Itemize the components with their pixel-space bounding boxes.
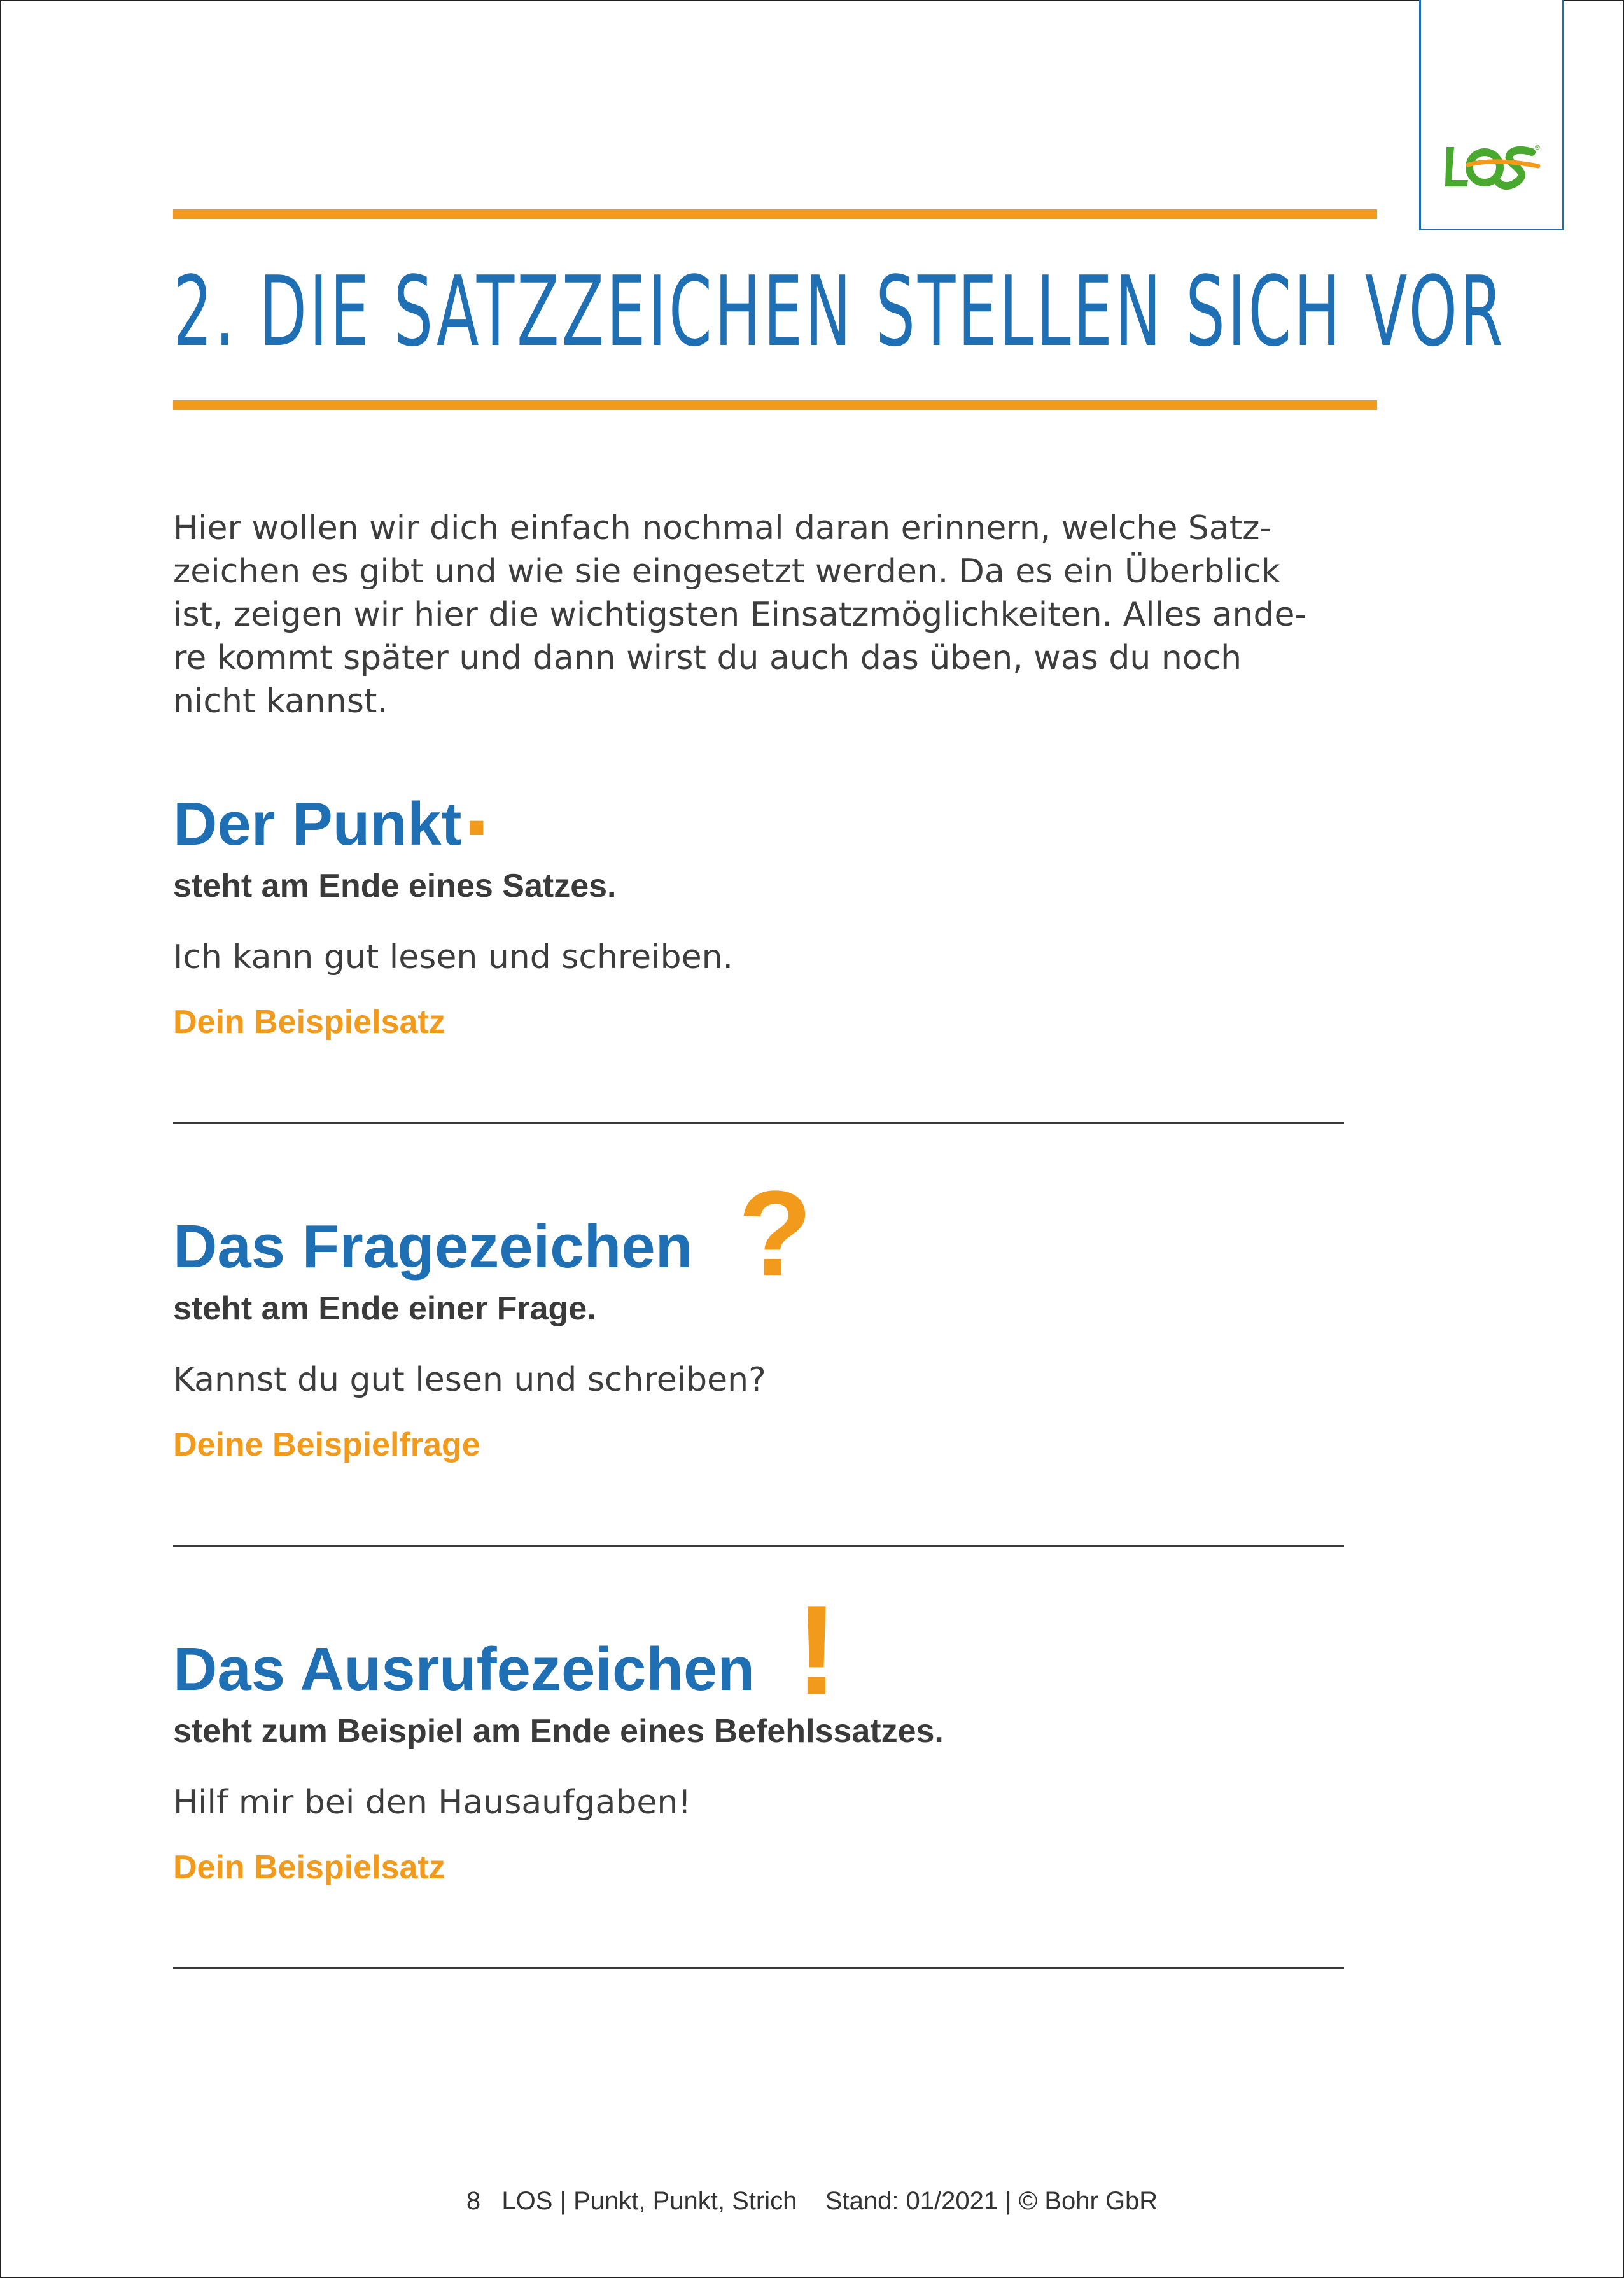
intro-line: nicht kannst. [173, 682, 388, 721]
answer-line-ausrufezeichen[interactable] [173, 1967, 1344, 1969]
los-logo [1443, 141, 1544, 194]
logo-tab [1419, 0, 1564, 230]
section-description: steht am Ende eines Satzes. [173, 868, 617, 904]
title-rule-top [173, 209, 1377, 219]
answer-line-fragezeichen[interactable] [173, 1545, 1344, 1547]
intro-paragraph [173, 507, 1382, 723]
section-description: steht am Ende einer Frage. [173, 1290, 596, 1327]
section-heading-punkt: Der Punkt [173, 790, 462, 858]
title-rule-bottom [173, 400, 1377, 410]
question-mark-icon: ? [738, 1166, 813, 1301]
page-number: 8 [466, 2187, 481, 2215]
page-footer [0, 2187, 1624, 2216]
period-mark-icon: . [463, 749, 490, 855]
example-prompt: Dein Beispielsatz [173, 1004, 445, 1041]
intro-line: zeichen es gibt und wie sie eingesetzt werden. Da es ein Überblick [173, 552, 1280, 591]
page-title: 2. DIE SATZZEICHEN STELLEN SICH VOR [173, 255, 1506, 368]
example-prompt: Dein Beispielsatz [173, 1849, 445, 1886]
footer-text: LOS | Punkt, Punkt, Strich Stand: 01/2021 | © Bohr GbR [501, 2187, 1158, 2215]
example-sentence: Ich kann gut lesen und schreiben. [173, 938, 734, 976]
intro-line: ist, zeigen wir hier die wichtigsten Einsatzmöglichkeiten. Alles ande- [173, 596, 1307, 634]
section-heading-ausrufezeichen: Das Ausrufezeichen [173, 1635, 755, 1703]
exclamation-mark-icon: ! [795, 1579, 838, 1721]
example-sentence: Hilf mir bei den Hausaufgaben! [173, 1783, 692, 1822]
example-sentence: Kannst du gut lesen und schreiben? [173, 1361, 766, 1399]
section-description: steht zum Beispiel am Ende eines Befehlssatzes. [173, 1713, 944, 1750]
intro-line: Hier wollen wir dich einfach nochmal daran erinnern, welche Satz- [173, 509, 1272, 547]
svg-text:®: ® [1534, 144, 1541, 151]
section-heading-fragezeichen: Das Fragezeichen [173, 1213, 693, 1281]
example-prompt: Deine Beispielfrage [173, 1426, 480, 1463]
intro-line: re kommt später und dann wirst du auch das üben, was du noch [173, 639, 1242, 677]
answer-line-punkt[interactable] [173, 1122, 1344, 1124]
